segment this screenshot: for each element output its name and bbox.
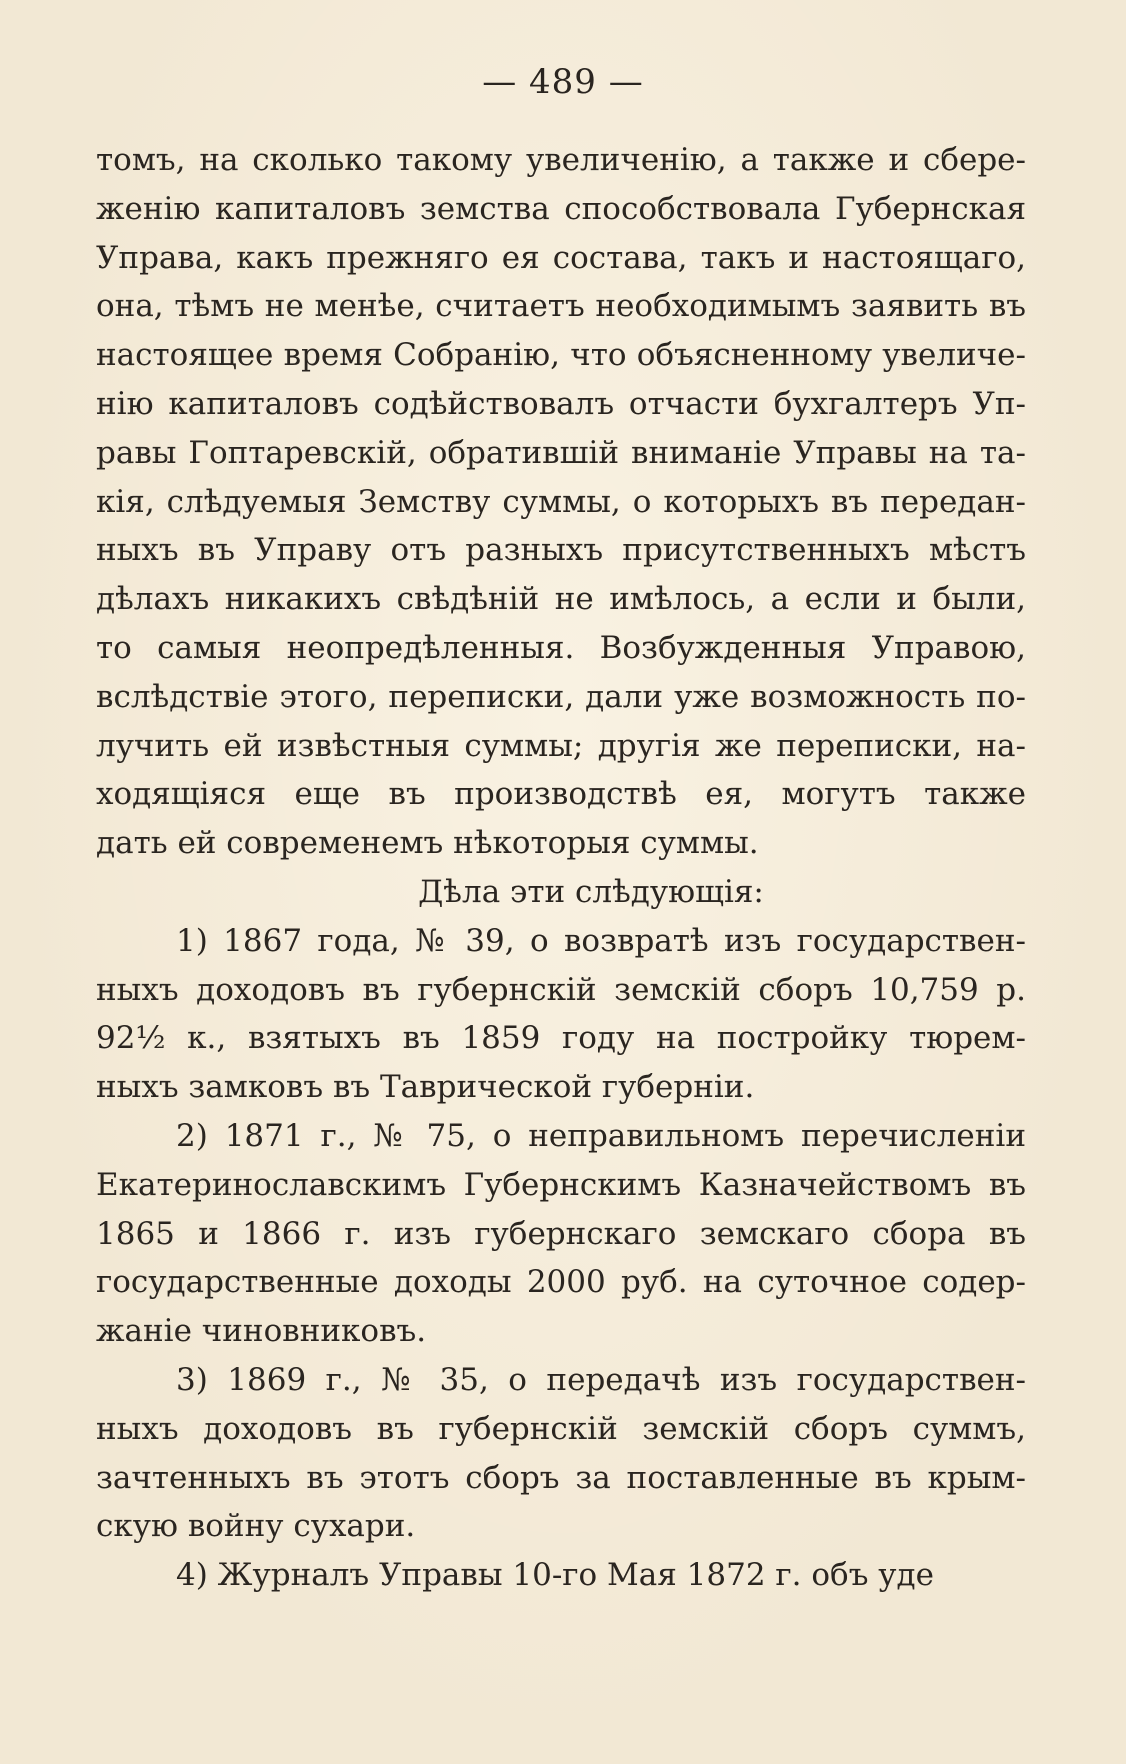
- text-line: она, тѣмъ не менѣе, считаетъ необходимымъ заявить въ: [96, 288, 1026, 325]
- text-line: томъ, на сколько такому увеличенію, а также и сбере-: [96, 142, 1026, 178]
- text-line: скую войну сухари.: [96, 1508, 416, 1545]
- text-line: Екатеринославскимъ Губернскимъ Казначействомъ въ: [96, 1166, 1026, 1203]
- text-line: то самыя неопредѣленныя. Возбужденныя Управою,: [96, 629, 1026, 666]
- list-item-3-line: 3) 1869 г., № 35, о передачѣ изъ государствен-: [176, 1361, 1026, 1398]
- text-line: дѣлахъ никакихъ свѣдѣній не имѣлось, а если и были,: [96, 581, 1026, 618]
- text-line: 1865 и 1866 г. изъ губернскаго земскаго сбора въ: [96, 1215, 1026, 1252]
- text-line: настоящее время Собранію, что объясненному увеличе-: [96, 337, 1026, 374]
- text-line: Управа, какъ прежняго ея состава, такъ и настоящаго,: [96, 239, 1026, 276]
- body-text: [96, 136, 1026, 1600]
- text-line: женію капиталовъ земства способствовала Губернская: [96, 190, 1026, 227]
- list-item-2-line: 2) 1871 г., № 75, о неправильномъ перечисленіи: [176, 1117, 1026, 1154]
- text-line: жаніе чиновниковъ.: [96, 1313, 427, 1350]
- text-line: ныхъ доходовъ въ губернскій земскій сборъ суммъ,: [96, 1410, 1026, 1447]
- text-line: равы Гоптаревскій, обратившій вниманіе Управы на та-: [96, 434, 1026, 471]
- text-line: кія, слѣдуемыя Земству суммы, о которыхъ въ передан-: [96, 483, 1026, 520]
- text-line: ныхъ замковъ въ Таврической губерніи.: [96, 1069, 755, 1106]
- list-item-1-line: 1) 1867 года, № 39, о возвратѣ изъ государствен-: [176, 922, 1026, 959]
- list-item-4-line: 4) Журналъ Управы 10-го Мая 1872 г. объ уде: [176, 1557, 934, 1594]
- text-line: государственные доходы 2000 руб. на суточное содер-: [96, 1264, 1026, 1301]
- text-line: зачтенныхъ въ этотъ сборъ за поставленные въ крым-: [96, 1459, 1026, 1496]
- text-line: ходящіяся еще въ производствѣ ея, могутъ также: [96, 776, 1026, 813]
- text-line: вслѣдствіе этого, переписки, дали уже возможность по-: [96, 678, 1026, 715]
- text-line: нію капиталовъ содѣйствовалъ отчасти бухгалтеръ Уп-: [96, 385, 1026, 422]
- page-number: — 489 —: [482, 62, 644, 102]
- section-heading: Дѣла эти слѣдующія:: [418, 873, 764, 910]
- text-line: 92½ к., взятыхъ въ 1859 году на постройку тюрем-: [96, 1020, 1026, 1057]
- text-line: лучить ей извѣстныя суммы; другія же переписки, на-: [96, 727, 1026, 764]
- text-line: ныхъ доходовъ въ губернскій земскій сборъ 10,759 р.: [96, 971, 1026, 1008]
- text-line: дать ей современемъ нѣкоторыя суммы.: [96, 825, 759, 862]
- text-line: ныхъ въ Управу отъ разныхъ присутственныхъ мѣстъ: [96, 532, 1026, 569]
